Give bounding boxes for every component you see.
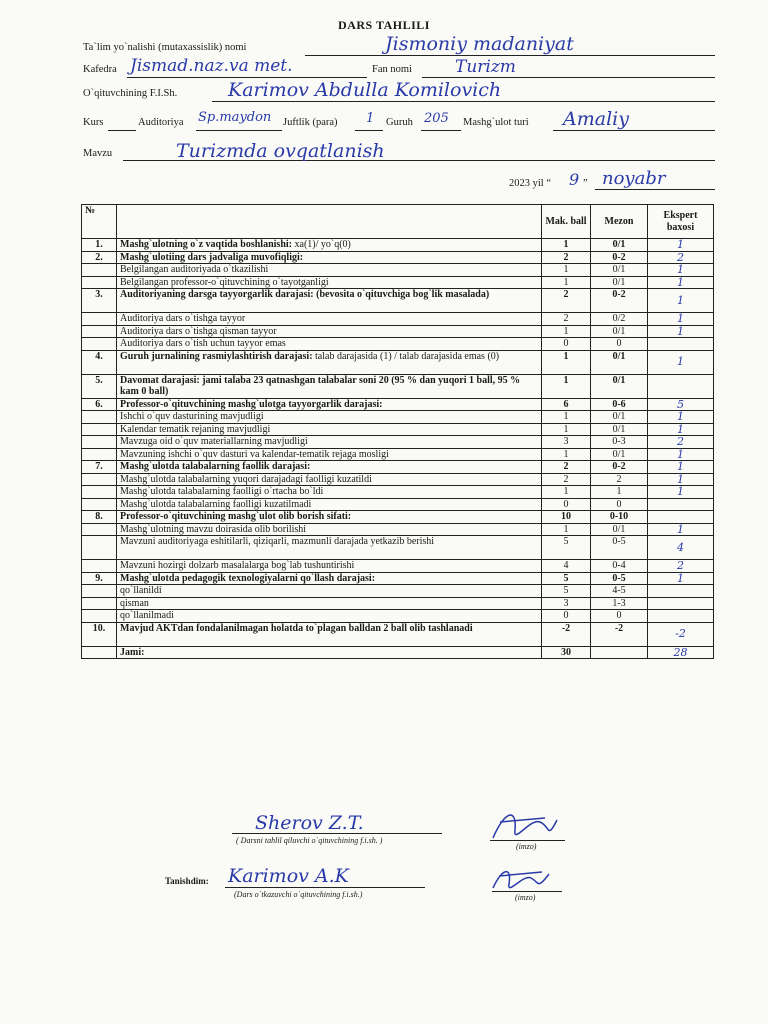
row-expert-grade: 1 (648, 572, 714, 585)
row-criteria-text: Mashg`ulotda pedagogik texnologiyalarni qo`llash darajasi: (120, 572, 376, 584)
row-criteria (117, 486, 542, 499)
row-mezon: 2 (591, 473, 648, 486)
row-number (82, 523, 117, 536)
row-criteria-text: Mavzuni hozirgi dolzarb masalalarga bog`lab tushuntirishi (120, 560, 355, 571)
row-criteria-suffix: talab darajasida (1) / talab darajasida emas (0) (312, 350, 500, 362)
row-number (82, 448, 117, 461)
date-year-label: 2023 yil “ (509, 178, 551, 189)
teacher-signoff-name: Karimov A.K (228, 865, 349, 887)
row-mezon: 0 (591, 498, 648, 511)
row-mezon: 0/2 (591, 313, 648, 326)
teacher-signoff-caption: (Dars o`tkazuvchi o`qituvchining f.i.sh.) (234, 890, 363, 899)
row-max-ball: 4 (542, 560, 591, 573)
row-max-ball: 1 (542, 486, 591, 499)
row-expert-grade: 1 (648, 411, 714, 424)
row-criteria (117, 461, 542, 474)
row-criteria (117, 572, 542, 585)
row-number (82, 325, 117, 338)
table-row (82, 585, 714, 598)
group-label: Guruh (386, 117, 413, 128)
row-criteria (117, 473, 542, 486)
table-row (82, 461, 714, 474)
course-label: Kurs (83, 117, 104, 128)
row-number: 9. (82, 572, 117, 585)
table-row (82, 423, 714, 436)
row-criteria (117, 523, 542, 536)
row-max-ball: 2 (542, 461, 591, 474)
row-expert-grade: 2 (648, 251, 714, 264)
row-criteria-text: qo`llanilmadi (120, 610, 174, 621)
row-criteria (117, 436, 542, 449)
row-criteria (117, 536, 542, 560)
subject-value: Turizm (455, 57, 516, 77)
row-expert-grade: -2 (648, 622, 714, 646)
row-criteria-text: Mashg`ulotda talabalarning faolligi kuzatilmadi (120, 498, 312, 510)
row-max-ball: 1 (542, 411, 591, 424)
row-mezon: -2 (591, 622, 648, 646)
row-mezon: 0/1 (591, 374, 648, 398)
row-mezon: 0-2 (591, 251, 648, 264)
row-number: 10. (82, 622, 117, 646)
row-expert-grade: 1 (648, 313, 714, 326)
lesson-type-label: Mashg`ulot turi (463, 117, 529, 128)
row-expert-grade (648, 511, 714, 524)
row-mezon: 0 (591, 338, 648, 351)
row-expert-grade: 2 (648, 436, 714, 449)
row-number (82, 597, 117, 610)
row-criteria-text: Kalendar tematik rejaning mavjudligi (120, 423, 271, 435)
row-criteria (117, 511, 542, 524)
teacher-underline (212, 101, 715, 102)
row-expert-grade: 1 (648, 486, 714, 499)
row-expert-grade: 1 (648, 239, 714, 252)
header-mezon: Mezon (591, 205, 648, 239)
row-mezon: 0/1 (591, 350, 648, 374)
row-criteria-text: Auditoriya dars o`tishga qisman tayyor (120, 325, 277, 337)
row-mezon: 0-4 (591, 560, 648, 573)
date-quote-close: ” (583, 178, 588, 189)
table-row (82, 473, 714, 486)
row-criteria (117, 313, 542, 326)
row-max-ball: 5 (542, 536, 591, 560)
row-number (82, 313, 117, 326)
direction-value: Jismoniy madaniyat (385, 33, 574, 55)
row-max-ball: 1 (542, 374, 591, 398)
row-criteria-text: Ishchi o`quv dasturining mavjudligi (120, 411, 264, 422)
row-criteria (117, 264, 542, 277)
row-number: 3. (82, 289, 117, 313)
row-expert-grade: 1 (648, 289, 714, 313)
row-max-ball: 1 (542, 276, 591, 289)
row-mezon: 0-5 (591, 572, 648, 585)
analyst-name: Sherov Z.T. (255, 812, 364, 834)
row-criteria (117, 646, 542, 659)
row-criteria (117, 239, 542, 252)
row-max-ball: 1 (542, 423, 591, 436)
topic-value: Turizmda ovqatlanish (176, 140, 385, 162)
row-expert-grade: 1 (648, 461, 714, 474)
row-mezon: 0-10 (591, 511, 648, 524)
table-row (82, 610, 714, 623)
row-criteria-text: Mashg`ulotda talabalarning faolligi o`rtacha bo`ldi (120, 486, 324, 497)
row-criteria (117, 560, 542, 573)
table-row (82, 486, 714, 499)
table-row (82, 313, 714, 326)
row-mezon: 1 (591, 486, 648, 499)
row-criteria (117, 610, 542, 623)
auditorium-underline (196, 130, 282, 131)
row-criteria-text: Guruh jurnalining rasmiylashtirish darajasi: (120, 350, 313, 362)
row-max-ball: 1 (542, 448, 591, 461)
row-criteria-text: Auditoriya dars o`tish uchun tayyor emas (120, 338, 286, 349)
row-expert-grade: 1 (648, 523, 714, 536)
row-number (82, 486, 117, 499)
row-number: 6. (82, 398, 117, 411)
department-value: Jismad.naz.va met. (130, 56, 293, 76)
row-expert-grade: 1 (648, 473, 714, 486)
row-max-ball: 1 (542, 523, 591, 536)
analyst-caption: ( Darsni tahlil qiluvchi o`qituvchining f.i.sh. ) (236, 836, 383, 845)
row-criteria (117, 398, 542, 411)
row-max-ball: 0 (542, 498, 591, 511)
document-title: DARS TAHLILI (338, 18, 430, 32)
group-value: 205 (424, 111, 449, 126)
table-row (82, 289, 714, 313)
row-number (82, 264, 117, 277)
row-max-ball: -2 (542, 622, 591, 646)
teacher-label: O`qituvchining F.I.Sh. (83, 88, 178, 99)
row-number: 5. (82, 374, 117, 398)
row-criteria-text: Mavzuni auditoriyaga eshitilarli, qiziqarli, mazmunli darajada yetkazib berishi (120, 536, 435, 547)
row-mezon: 0-6 (591, 398, 648, 411)
row-max-ball: 2 (542, 473, 591, 486)
row-expert-grade: 1 (648, 423, 714, 436)
row-number (82, 411, 117, 424)
row-max-ball: 2 (542, 313, 591, 326)
table-row (82, 498, 714, 511)
imzo-underline (490, 840, 565, 841)
row-max-ball: 1 (542, 325, 591, 338)
imzo2-caption: (imzo) (515, 893, 536, 902)
header-criteria (117, 205, 542, 239)
row-max-ball: 0 (542, 610, 591, 623)
table-row (82, 560, 714, 573)
row-mezon: 0/1 (591, 523, 648, 536)
table-row (82, 276, 714, 289)
imzo-caption: (imzo) (516, 842, 537, 851)
row-criteria (117, 423, 542, 436)
course-underline (108, 130, 136, 131)
table-row (82, 448, 714, 461)
row-mezon: 0-2 (591, 289, 648, 313)
table-row (82, 264, 714, 277)
row-criteria-text: Professor-o`qituvchining mashg`ulotga tayyorgarlik darajasi: (120, 398, 383, 410)
row-criteria-suffix: xa(1)/ yo`q(0) (292, 239, 351, 250)
row-mezon: 4-5 (591, 585, 648, 598)
table-row (82, 572, 714, 585)
row-expert-grade (648, 498, 714, 511)
row-mezon: 0/1 (591, 276, 648, 289)
row-criteria (117, 289, 542, 313)
row-number: 1. (82, 239, 117, 252)
row-criteria-text: Belgilangan auditoriyada o`tkazilishi (120, 264, 269, 275)
row-mezon: 0/1 (591, 448, 648, 461)
date-underline (595, 189, 715, 190)
row-expert-grade: 1 (648, 325, 714, 338)
row-criteria-text: Professor-o`qituvchining mashg`ulot olib borish sifati: (120, 511, 352, 522)
subject-underline (422, 77, 715, 78)
row-criteria-text: Mashg`ulotda talabalarning yuqori darajadagi faolligi kuzatildi (120, 473, 372, 485)
table-row (82, 251, 714, 264)
row-criteria-text: Mashg`ulotda talabalarning faollik darajasi: (120, 461, 311, 472)
row-criteria-text: qo`llanildi (120, 585, 162, 596)
row-number (82, 276, 117, 289)
row-number (82, 473, 117, 486)
row-max-ball: 1 (542, 264, 591, 277)
row-max-ball: 0 (542, 338, 591, 351)
table-row (82, 511, 714, 524)
row-max-ball: 3 (542, 436, 591, 449)
row-criteria (117, 374, 542, 398)
row-number (82, 436, 117, 449)
row-mezon: 0 (591, 610, 648, 623)
department-label: Kafedra (83, 64, 117, 75)
auditorium-label: Auditoriya (138, 117, 184, 128)
row-criteria-text: Mavzuning ishchi o`quv dasturi va kalendar-tematik rejaga mosligi (120, 448, 389, 460)
row-max-ball: 6 (542, 398, 591, 411)
row-max-ball: 5 (542, 585, 591, 598)
header-expert-grade: Ekspert baxosi (648, 205, 714, 239)
row-number (82, 423, 117, 436)
row-mezon: 0-5 (591, 536, 648, 560)
row-expert-grade: 28 (648, 646, 714, 659)
row-criteria (117, 498, 542, 511)
row-mezon: 1-3 (591, 597, 648, 610)
header-max-ball: Mak. ball (542, 205, 591, 239)
table-header-row (82, 205, 714, 239)
row-number (82, 498, 117, 511)
table-row (82, 622, 714, 646)
table-row (82, 239, 714, 252)
row-criteria-text: Mavzuga oid o`quv materiallarning mavjudligi (120, 436, 308, 447)
row-number (82, 585, 117, 598)
row-expert-grade: 2 (648, 560, 714, 573)
direction-label: Ta`lim yo`nalishi (mutaxassislik) nomi (83, 42, 247, 53)
row-expert-grade: 1 (648, 276, 714, 289)
row-mezon: 0/1 (591, 411, 648, 424)
pair-underline (355, 130, 383, 131)
row-expert-grade: 1 (648, 448, 714, 461)
table-row (82, 523, 714, 536)
analyst-underline (232, 833, 442, 834)
row-expert-grade: 1 (648, 264, 714, 277)
date-day: 9 (569, 170, 580, 189)
table-row (82, 350, 714, 374)
row-max-ball: 5 (542, 572, 591, 585)
row-number (82, 338, 117, 351)
row-mezon: 0-3 (591, 436, 648, 449)
row-mezon (591, 646, 648, 659)
row-criteria-text: qisman (120, 597, 149, 609)
row-criteria (117, 251, 542, 264)
tanishdim-label: Tanishdim: (165, 876, 209, 886)
row-number (82, 610, 117, 623)
row-number (82, 536, 117, 560)
auditorium-value: Sp.maydon (198, 110, 272, 125)
imzo2-underline (492, 891, 562, 892)
row-criteria (117, 448, 542, 461)
table-row (82, 597, 714, 610)
row-criteria-text: Mavjud AKTdan fondalanilmagan holatda to`plagan balldan 2 ball olib tashlanadi (120, 622, 473, 634)
table-row (82, 646, 714, 659)
row-max-ball: 30 (542, 646, 591, 659)
row-criteria-text: Jami: (120, 646, 145, 658)
pair-value: 1 (366, 111, 375, 126)
subject-label: Fan nomi (372, 64, 412, 75)
table-row (82, 338, 714, 351)
table-row (82, 436, 714, 449)
teacher-signoff-underline (225, 887, 425, 888)
row-criteria-text: Auditoriyaning darsga tayyorgarlik darajasi: (bevosita o`qituvchiga bog`lik masalada) (120, 289, 490, 300)
row-criteria (117, 411, 542, 424)
row-criteria-text: Auditoriya dars o`tishga tayyor (120, 313, 246, 324)
row-criteria (117, 350, 542, 374)
row-expert-grade (648, 610, 714, 623)
header-number: № (82, 205, 117, 239)
row-criteria (117, 597, 542, 610)
row-criteria (117, 276, 542, 289)
row-max-ball: 3 (542, 597, 591, 610)
topic-label: Mavzu (83, 148, 113, 159)
table-row (82, 536, 714, 560)
direction-underline (305, 55, 715, 56)
row-max-ball: 1 (542, 239, 591, 252)
table-row (82, 398, 714, 411)
group-underline (421, 130, 461, 131)
evaluation-table-body (82, 205, 714, 659)
row-expert-grade: 5 (648, 398, 714, 411)
row-mezon: 0/1 (591, 325, 648, 338)
row-expert-grade: 4 (648, 536, 714, 560)
row-criteria (117, 338, 542, 351)
row-expert-grade (648, 585, 714, 598)
row-mezon: 0/1 (591, 423, 648, 436)
row-number: 7. (82, 461, 117, 474)
row-number: 8. (82, 511, 117, 524)
row-mezon: 0-2 (591, 461, 648, 474)
teacher-value: Karimov Abdulla Komilovich (228, 79, 502, 101)
row-criteria (117, 325, 542, 338)
row-expert-grade (648, 374, 714, 398)
row-mezon: 0/1 (591, 264, 648, 277)
row-expert-grade: 1 (648, 350, 714, 374)
row-criteria-text: Mashg`ulotning o`z vaqtida boshlanishi: (120, 239, 292, 250)
department-underline (127, 77, 367, 78)
lesson-type-value: Amaliy (563, 108, 629, 130)
row-number (82, 646, 117, 659)
table-row (82, 374, 714, 398)
row-max-ball: 10 (542, 511, 591, 524)
pair-label: Juftlik (para) (283, 117, 338, 128)
row-number: 4. (82, 350, 117, 374)
row-max-ball: 2 (542, 289, 591, 313)
row-criteria (117, 622, 542, 646)
row-criteria-text: Mashg`ulotning mavzu doirasida olib borilishi (120, 523, 307, 535)
row-criteria (117, 585, 542, 598)
row-number: 2. (82, 251, 117, 264)
evaluation-table (81, 204, 714, 659)
row-max-ball: 1 (542, 350, 591, 374)
table-row (82, 325, 714, 338)
table-row (82, 411, 714, 424)
row-number (82, 560, 117, 573)
lesson-type-underline (553, 130, 715, 131)
row-criteria-text: Davomat darajasi: jami talaba 23 qatnashgan talabalar soni 20 (95 % dan yuqori 1 ball, 95 % kam 0 ball) (120, 374, 521, 397)
row-max-ball: 2 (542, 251, 591, 264)
row-criteria-text: Belgilangan professor-o`qituvchining o`tayotganligi (120, 276, 329, 288)
row-criteria-text: Mashg`ulotiing dars jadvaliga muvofiqligi: (120, 251, 304, 263)
row-expert-grade (648, 597, 714, 610)
date-month: noyabr (602, 168, 666, 189)
row-expert-grade (648, 338, 714, 351)
row-mezon: 0/1 (591, 239, 648, 252)
